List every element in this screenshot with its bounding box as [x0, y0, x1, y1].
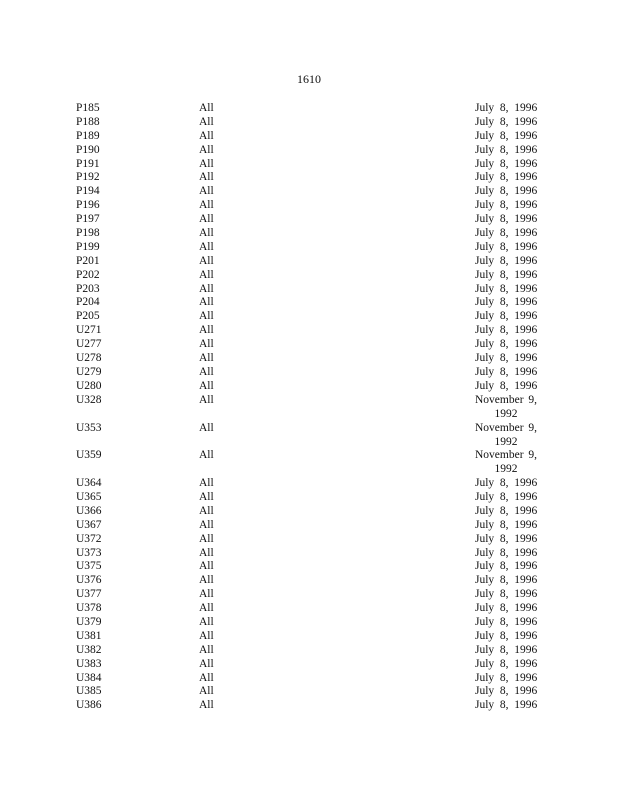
table-row [0, 309, 618, 323]
date-cell: July 8, 1996 [475, 115, 538, 128]
table-row [0, 268, 618, 282]
date-cell: July 8, 1996 [475, 643, 538, 656]
scope-cell: All [199, 657, 214, 670]
table-row [0, 323, 618, 337]
table-row [0, 587, 618, 601]
scope-cell: All [199, 254, 214, 267]
table-row [0, 129, 618, 143]
date-cell [475, 448, 537, 476]
table-row [0, 671, 618, 685]
table-row [0, 518, 618, 532]
table-row [0, 157, 618, 171]
scope-cell: All [199, 504, 214, 517]
table-row [0, 212, 618, 226]
table-row [0, 421, 618, 449]
scope-cell: All [199, 199, 214, 212]
date-line-1 [475, 393, 537, 407]
date-cell: July 8, 1996 [475, 240, 538, 253]
date-cell: July 8, 1996 [475, 338, 538, 351]
date-year: 1992 [494, 463, 518, 476]
code-table [0, 101, 618, 712]
date-cell: July 8, 1996 [475, 657, 538, 670]
date-cell: July 8, 1996 [475, 629, 538, 642]
code-cell: U376 [76, 574, 102, 587]
code-cell: P192 [76, 171, 100, 184]
table-row [0, 170, 618, 184]
table-row [0, 101, 618, 115]
code-cell: P188 [76, 115, 100, 128]
date-cell: July 8, 1996 [475, 324, 538, 337]
date-cell: July 8, 1996 [475, 588, 538, 601]
scope-cell: All [199, 157, 214, 170]
table-row [0, 379, 618, 393]
scope-cell: All [199, 574, 214, 587]
scope-cell: All [199, 310, 214, 323]
date-cell: July 8, 1996 [475, 504, 538, 517]
table-row [0, 448, 618, 476]
table-row [0, 490, 618, 504]
table-row [0, 254, 618, 268]
code-cell: U328 [76, 393, 102, 406]
code-cell: U364 [76, 477, 102, 490]
table-row [0, 115, 618, 129]
date-line-1 [475, 421, 537, 435]
scope-cell: All [199, 629, 214, 642]
date-cell: July 8, 1996 [475, 379, 538, 392]
date-cell: July 8, 1996 [475, 365, 538, 378]
scope-cell: All [199, 518, 214, 531]
code-cell: P197 [76, 213, 100, 226]
scope-cell: All [199, 477, 214, 490]
code-cell: U278 [76, 352, 102, 365]
scope-cell: All [199, 449, 214, 462]
table-row [0, 504, 618, 518]
table-row [0, 601, 618, 615]
date-day: 9, [528, 421, 537, 434]
date-cell: July 8, 1996 [475, 296, 538, 309]
date-cell: July 8, 1996 [475, 129, 538, 142]
table-row [0, 559, 618, 573]
date-cell: July 8, 1996 [475, 602, 538, 615]
scope-cell: All [199, 268, 214, 281]
code-cell: U353 [76, 421, 102, 434]
date-cell: July 8, 1996 [475, 268, 538, 281]
date-cell: July 8, 1996 [475, 490, 538, 503]
date-cell: July 8, 1996 [475, 254, 538, 267]
code-cell: U271 [76, 324, 102, 337]
code-cell: U381 [76, 629, 102, 642]
table-row [0, 698, 618, 712]
date-cell [475, 393, 537, 421]
date-cell: July 8, 1996 [475, 532, 538, 545]
table-row [0, 476, 618, 490]
table-row [0, 684, 618, 698]
code-cell: U279 [76, 365, 102, 378]
scope-cell: All [199, 643, 214, 656]
date-cell: July 8, 1996 [475, 199, 538, 212]
date-month: November [475, 421, 524, 434]
date-cell: July 8, 1996 [475, 282, 538, 295]
code-cell: P185 [76, 102, 100, 114]
page-number: 1610 [297, 72, 321, 86]
table-row [0, 198, 618, 212]
date-year: 1992 [494, 435, 518, 448]
scope-cell: All [199, 393, 214, 406]
date-cell: July 8, 1996 [475, 310, 538, 323]
scope-cell: All [199, 115, 214, 128]
code-cell: P199 [76, 240, 100, 253]
table-row [0, 365, 618, 379]
scope-cell: All [199, 352, 214, 365]
date-cell: July 8, 1996 [475, 352, 538, 365]
code-cell: U382 [76, 643, 102, 656]
scope-cell: All [199, 546, 214, 559]
table-row [0, 573, 618, 587]
code-cell: U379 [76, 616, 102, 628]
code-cell: U373 [76, 546, 102, 559]
code-cell: U366 [76, 504, 102, 517]
date-cell: July 8, 1996 [475, 671, 538, 684]
table-row [0, 643, 618, 657]
date-day: 9, [528, 449, 537, 462]
table-row [0, 351, 618, 365]
scope-cell: All [199, 296, 214, 309]
scope-cell: All [199, 532, 214, 545]
scope-cell: All [199, 227, 214, 240]
table-row [0, 629, 618, 643]
date-cell: July 8, 1996 [475, 518, 538, 531]
table-row [0, 295, 618, 309]
code-cell: U277 [76, 338, 102, 351]
date-cell: July 8, 1996 [475, 699, 538, 712]
date-month: November [475, 393, 524, 406]
scope-cell: All [199, 379, 214, 392]
table-row [0, 240, 618, 254]
date-line-1 [475, 448, 537, 462]
code-cell: P191 [76, 157, 100, 170]
scope-cell: All [199, 490, 214, 503]
code-cell: P202 [76, 268, 100, 281]
scope-cell: All [199, 365, 214, 378]
code-cell: U372 [76, 532, 102, 545]
scope-cell: All [199, 185, 214, 198]
code-cell: U385 [76, 685, 102, 698]
scope-cell: All [199, 338, 214, 351]
code-cell: U359 [76, 449, 102, 462]
date-cell: July 8, 1996 [475, 560, 538, 573]
date-cell: July 8, 1996 [475, 574, 538, 587]
code-cell: P203 [76, 282, 100, 295]
date-cell: July 8, 1996 [475, 157, 538, 170]
scope-cell: All [199, 699, 214, 712]
code-cell: P194 [76, 185, 100, 198]
scope-cell: All [199, 240, 214, 253]
scope-cell: All [199, 171, 214, 184]
code-cell: U367 [76, 518, 102, 531]
date-cell: July 8, 1996 [475, 185, 538, 198]
table-row [0, 184, 618, 198]
date-cell: July 8, 1996 [475, 143, 538, 156]
scope-cell: All [199, 102, 214, 114]
date-cell: July 8, 1996 [475, 685, 538, 698]
table-row [0, 546, 618, 560]
code-cell: P190 [76, 143, 100, 156]
table-row [0, 226, 618, 240]
date-cell: July 8, 1996 [475, 616, 538, 628]
scope-cell: All [199, 560, 214, 573]
date-cell: July 8, 1996 [475, 477, 538, 490]
code-cell: P204 [76, 296, 100, 309]
table-row [0, 143, 618, 157]
scope-cell: All [199, 129, 214, 142]
code-cell: U365 [76, 490, 102, 503]
table-row [0, 615, 618, 629]
code-cell: U383 [76, 657, 102, 670]
scope-cell: All [199, 685, 214, 698]
date-cell: July 8, 1996 [475, 102, 538, 114]
scope-cell: All [199, 588, 214, 601]
code-cell: U386 [76, 699, 102, 712]
date-month: November [475, 449, 524, 462]
date-cell: July 8, 1996 [475, 213, 538, 226]
code-cell: P201 [76, 254, 100, 267]
table-row [0, 657, 618, 671]
code-cell: U375 [76, 560, 102, 573]
code-cell: U378 [76, 602, 102, 615]
table-row [0, 393, 618, 421]
table-row [0, 282, 618, 296]
scope-cell: All [199, 616, 214, 628]
date-cell: July 8, 1996 [475, 546, 538, 559]
date-cell [475, 421, 537, 449]
scope-cell: All [199, 421, 214, 434]
code-cell: P189 [76, 129, 100, 142]
table-row [0, 337, 618, 351]
table-row [0, 532, 618, 546]
scope-cell: All [199, 143, 214, 156]
code-cell: U377 [76, 588, 102, 601]
date-cell: July 8, 1996 [475, 227, 538, 240]
code-cell: U384 [76, 671, 102, 684]
code-cell: P196 [76, 199, 100, 212]
code-cell: U280 [76, 379, 102, 392]
code-cell: P205 [76, 310, 100, 323]
scope-cell: All [199, 602, 214, 615]
scope-cell: All [199, 213, 214, 226]
date-day: 9, [528, 393, 537, 406]
scope-cell: All [199, 324, 214, 337]
code-cell: P198 [76, 227, 100, 240]
date-cell: July 8, 1996 [475, 171, 538, 184]
date-year: 1992 [494, 407, 518, 420]
scope-cell: All [199, 671, 214, 684]
scope-cell: All [199, 282, 214, 295]
